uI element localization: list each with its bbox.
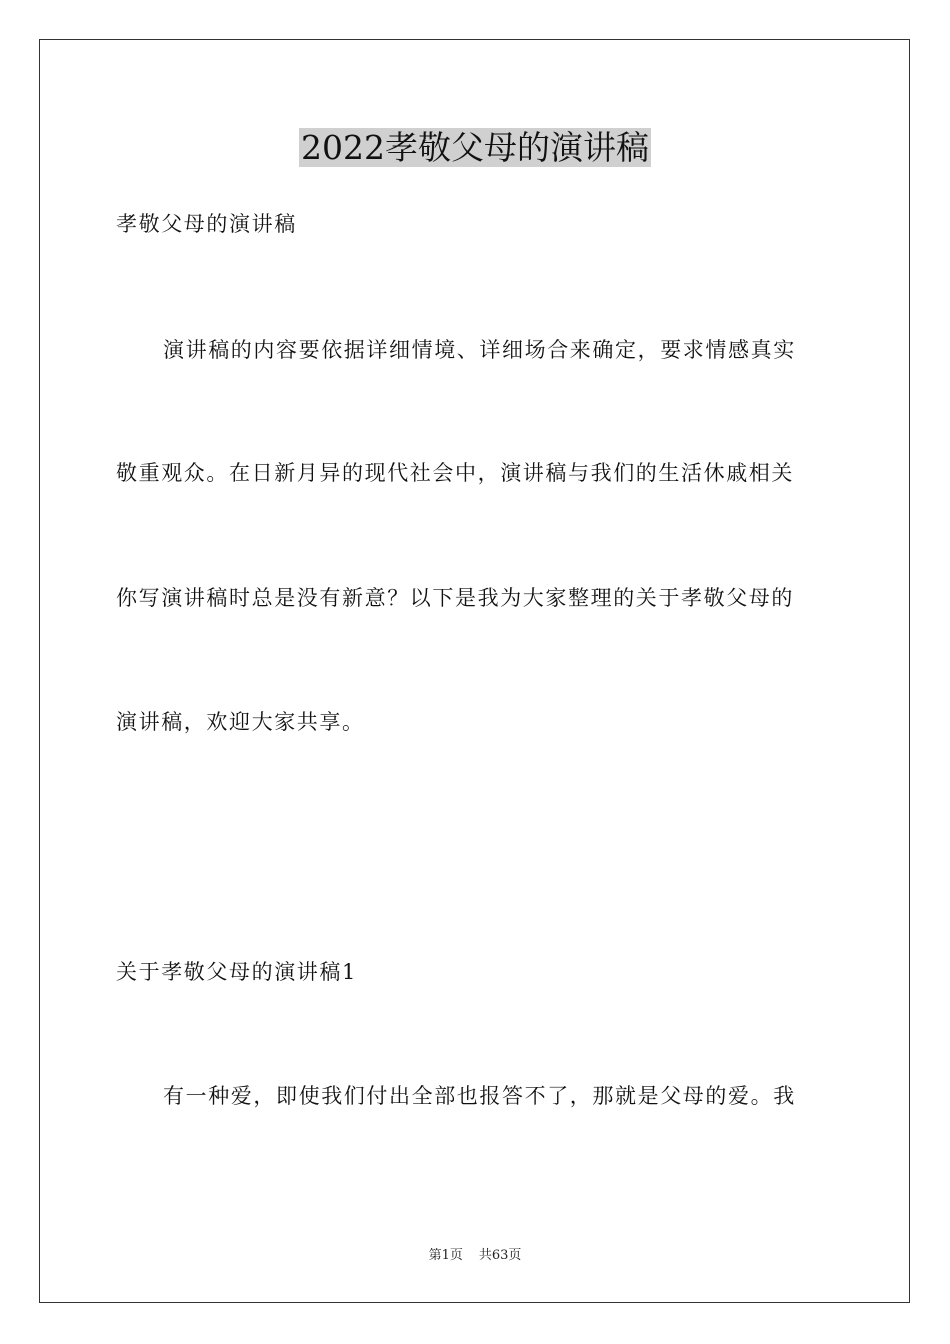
paragraph-line: 演讲稿的内容要依据详细情境、详细场合来确定，要求情感真实 <box>163 338 796 362</box>
page-total: 共63页 <box>478 1248 522 1263</box>
page-footer <box>0 1247 950 1265</box>
paragraph-line: 演讲稿，欢迎大家共享。 <box>116 710 365 734</box>
document-title <box>0 126 950 170</box>
section-heading: 关于孝敬父母的演讲稿1 <box>116 960 357 984</box>
paragraph-line: 有一种爱，即使我们付出全部也报答不了，那就是父母的爱。我 <box>163 1084 796 1108</box>
document-title-text: 2022孝敬父母的演讲稿 <box>301 128 649 167</box>
paragraph-line: 敬重观众。在日新月异的现代社会中，演讲稿与我们的生活休戚相关 <box>116 461 794 485</box>
subtitle-line: 孝敬父母的演讲稿 <box>116 212 297 236</box>
paragraph-line: 你写演讲稿时总是没有新意？以下是我为大家整理的关于孝敬父母的 <box>116 586 794 610</box>
page-number: 第1页 <box>428 1248 463 1263</box>
